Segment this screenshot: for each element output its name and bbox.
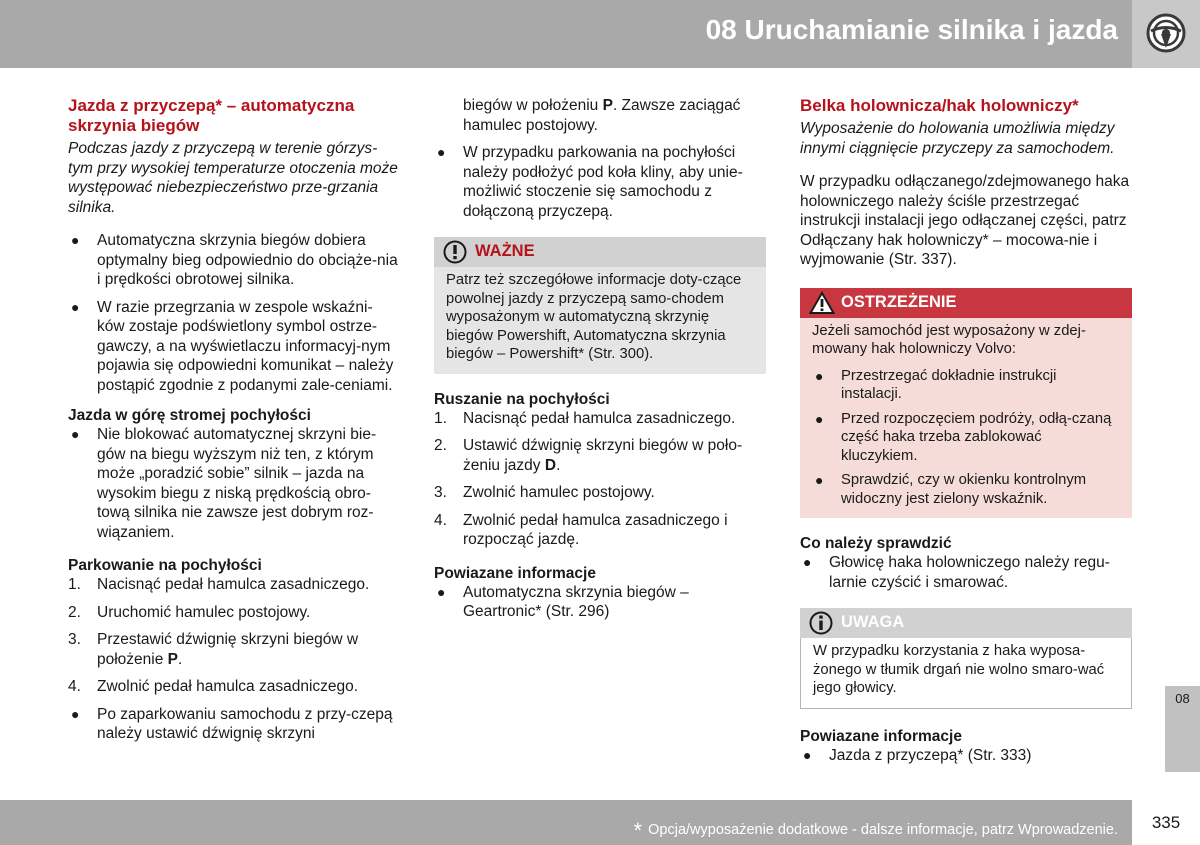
info-circle-icon <box>809 611 833 635</box>
list-item: 3. Przestawić dźwignię skrzyni biegów w położenie P. <box>68 631 359 668</box>
callout-header <box>434 237 766 267</box>
section-intro: Podczas jazdy z przyczepą w terenie górzys-tym przy wysokiej temperaturze otoczenia może występować niebezpieczeństwo prze-grzania silnika. <box>68 140 398 216</box>
bullet-list <box>68 705 400 744</box>
section-title-trailer-automatic: Jazda z przyczepą* – automatyczna skrzynia biegów <box>68 96 355 135</box>
list-item: ● Głowicę haka holowniczego należy regu-larnie czyścić i smarować. <box>803 554 1110 591</box>
list-item: ● Sprawdzić, czy w okienku kontrolnym widoczny jest zielony wskaźnik. <box>815 472 1087 507</box>
continued-text: biegów w położeniu P. Zawsze zaciągać hamulec postojowy. <box>463 97 741 134</box>
list-item: ● Przestrzegać dokładnie instrukcji instalacji. <box>815 367 1057 402</box>
callout-text: Jeżeli samochód jest wyposażony w zdej-mowany hak holowniczy Volvo: <box>812 322 1086 357</box>
chapter-number: 08 <box>1175 691 1190 706</box>
bullet-list <box>800 553 1132 592</box>
list-item: 4. Zwolnić pedał hamulca zasadniczego i rozpocząć jazdę. <box>434 511 728 548</box>
column-3 <box>800 96 1132 765</box>
subheading-parking: Parkowanie na pochyłości <box>68 557 262 574</box>
footnote-star: * <box>633 818 643 843</box>
callout-label: OSTRZEŻENIE <box>841 292 957 311</box>
list-item: 2. Ustawić dźwignię skrzyni biegów w poło-żeniu jazdy D. <box>434 437 743 474</box>
related-links <box>434 583 766 622</box>
list-item: 4. Zwolnić pedał hamulca zasadniczego. <box>68 678 359 695</box>
chapter-side-tab <box>1165 686 1200 772</box>
callout-header <box>800 288 1132 318</box>
bullet-list <box>812 367 1120 509</box>
list-item: 2. Uruchomić hamulec postojowy. <box>68 603 311 621</box>
warning-callout <box>800 288 1132 519</box>
footer-note: * Opcja/wyposażenie dodatkowe - dalsze informacje, patrz Wprowadzenie. <box>633 818 1118 843</box>
bullet-list <box>434 143 766 221</box>
page-number: 335 <box>1132 800 1200 845</box>
column-2 <box>434 96 766 622</box>
note-callout <box>800 608 1132 709</box>
callout-header <box>800 608 1132 638</box>
callout-text: Patrz też szczegółowe informacje doty-czące powolnej jazdy z przyczepą samo-chodem wyposażonym w automatyczną skrzynię biegów Powershift, Automatyczna skrzynia biegów – Powershift* (Str. 300). <box>434 267 766 374</box>
related-link[interactable]: ● Automatyczna skrzynia biegów – Geartronic* (Str. 296) <box>437 583 689 620</box>
numbered-list <box>68 575 400 697</box>
subheading-check: Co należy sprawdzić <box>800 535 952 552</box>
list-item: ● Automatyczna skrzynia biegów dobiera optymalny bieg odpowiednio do obciąże-nia i prędkości obrotowej silnika. <box>71 232 398 288</box>
callout-label: UWAGA <box>841 613 905 631</box>
column-1 <box>68 96 400 744</box>
subheading-related: Powiazane informacje <box>800 727 962 745</box>
list-item: ● Przed rozpoczęciem podróży, odłą-czaną część haka trzeba zablokować kluczykiem. <box>815 410 1112 464</box>
list-item: ● Po zaparkowaniu samochodu z przy-czepą należy ustawić dźwignię skrzyni <box>71 705 393 742</box>
bullet-list <box>68 231 400 395</box>
warning-triangle-icon <box>809 291 835 315</box>
callout-body <box>800 318 1132 519</box>
page-footer <box>0 800 1200 845</box>
page-header <box>0 0 1200 68</box>
list-item: 1. Nacisnąć pedał hamulca zasadniczego. <box>434 409 736 427</box>
subheading-related: Powiazane informacje <box>434 564 596 582</box>
list-item: ● W przypadku parkowania na pochyłości należy podłożyć pod koła kliny, aby unie-możliwić stoczenie się samochodu z dołączoną przyczepą. <box>437 144 743 220</box>
subheading-uphill: Jazda w górę stromej pochyłości <box>68 407 311 424</box>
chapter-icon-box <box>1132 0 1200 68</box>
related-links <box>800 746 1132 766</box>
callout-label: WAŻNE <box>475 242 535 260</box>
chapter-title: 08 Uruchamianie silnika i jazda <box>705 14 1118 45</box>
list-item: 3. Zwolnić hamulec postojowy. <box>434 484 655 501</box>
list-item: 1. Nacisnąć pedał hamulca zasadniczego. <box>68 576 370 593</box>
exclamation-circle-icon <box>443 240 467 264</box>
steering-wheel-icon <box>1145 12 1187 54</box>
callout-text: W przypadku korzystania z haka wyposa-żonego w tłumik drgań nie wolno smaro-wać jego głowicy. <box>800 638 1132 709</box>
section-intro: Wyposażenie do holowania umożliwia między innymi ciągnięcie przyczepy za samochodem. <box>800 120 1115 157</box>
body-paragraph: W przypadku odłączanego/zdejmowanego haka holowniczego należy ściśle przestrzegać instrukcji instalacji jego odłączanej części, patrz Odłączany hak holowniczy* – mocowa-nie i wyjmowanie (Str. 337). <box>800 173 1130 268</box>
important-callout <box>434 237 766 374</box>
related-link[interactable]: ● Jazda z przyczepą* (Str. 333) <box>803 746 1032 764</box>
section-title-towbar: Belka holownicza/hak holowniczy* <box>800 96 1079 115</box>
list-item: ● Nie blokować automatycznej skrzyni bie-gów na biegu wyższym niż ten, z którym może „poradzić sobie” silnik – jazda na wysokim biegu z niską prędkością obro-tową silnika nie zawsze jest dobrym roz-wiązaniem. <box>71 426 377 541</box>
numbered-list <box>434 409 766 550</box>
bullet-list <box>68 425 400 542</box>
subheading-start: Ruszanie na pochyłości <box>434 390 610 408</box>
list-item: ● W razie przegrzania w zespole wskaźni-ków zostaje podświetlony symbol ostrze-gawczy, a na wyświetlaczu informacyj-nym pojawia się odpowiedni komunikat – należy postąpić zgodnie z podanymi zale-ceniami. <box>71 298 394 394</box>
